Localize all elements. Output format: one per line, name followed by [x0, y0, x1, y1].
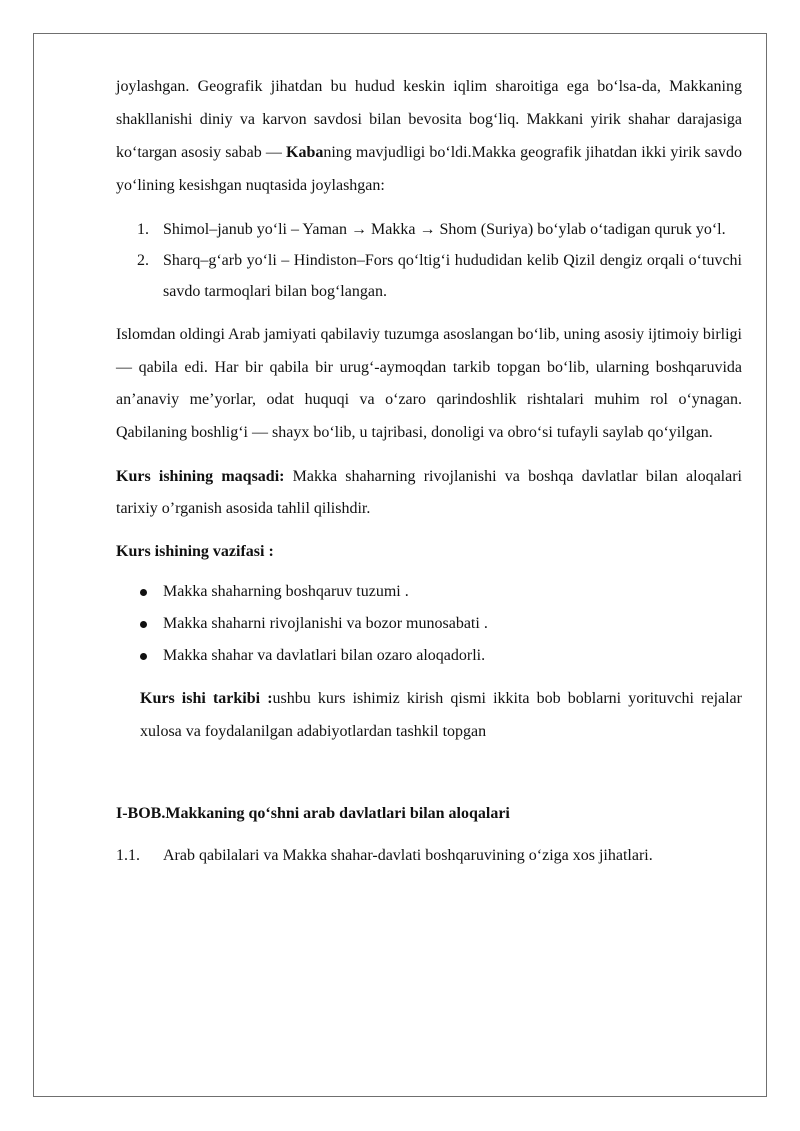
list-item-text: Sharq–g‘arb yo‘li – Hindiston–Fors qo‘ltig‘i hududidan kelib Qizil dengiz orqali o‘tuvchi savdo tarmoqlari bilan bog‘langan. [163, 252, 742, 300]
list-number: 2. [137, 252, 149, 269]
goal-text: Makka shaharning rivojlanishi va boshqa davlatlar bilan aloqalari tarixiy o’rganish asosida tahlil qilishdir. [116, 468, 742, 517]
trade-routes-list [116, 214, 742, 307]
list-item-text: Makka shaharni rivojlanishi va bozor munosabati . [163, 615, 488, 632]
document-body [116, 70, 742, 868]
chapter-heading: I-BOB.Makkaning qo‘shni arab davlatlari bilan aloqalari [116, 805, 510, 822]
subsection-heading [116, 844, 742, 868]
structure-text: ushbu kurs ishimiz kirish qismi ikkita bob boblarni yorituvchi rejalar xulosa va foydalanilgan adabiyotlardan tashkil topgan [140, 690, 742, 740]
society-paragraph: Islomdan oldingi Arab jamiyati qabilaviy tuzumga asoslangan bo‘lib, uning asosiy ijtimoiy birligi — qabila edi. Har bir qabila bir urug‘-aymoqdan tarkib topgan bo‘lib, ularning boshqaruvida an’anaviy me’yorlar, odat huquqi va o‘zaro qarindoshlik rishtalari muhim rol o‘ynagan. Qabilaning boshlig‘i — shayx bo‘lib, u tajribasi, donoligi va obro‘si tufayli saylab qo‘yilgan. [116, 326, 742, 441]
bullet-icon [140, 589, 147, 596]
list-item-text: Makka shaharning boshqaruv tuzumi . [163, 583, 409, 600]
intro-paragraph [116, 70, 742, 202]
subsection-title: Arab qabilalari va Makka shahar-davlati boshqaruvining o‘ziga xos jihatlari. [163, 847, 653, 864]
subsection-number: 1.1. [116, 847, 140, 864]
goal-label: Kurs ishining maqsadi: [116, 468, 285, 485]
intro-text-end: ning mavjudligi bo‘ldi.Makka geografik jihatdan ikki yirik savdo yo‘lining kesishgan nuqtasida joylashgan: [116, 144, 743, 194]
list-item-text: Makka shahar va davlatlari bilan ozaro aloqadorli. [163, 647, 486, 664]
tasks-list [116, 576, 742, 672]
structure-label: Kurs ishi tarkibi : [140, 690, 273, 707]
bullet-icon [140, 621, 147, 628]
bullet-icon [140, 653, 147, 660]
tasks-heading: Kurs ishining vazifasi : [116, 543, 274, 560]
list-item [116, 640, 742, 672]
list-item-text: Shimol–janub yo‘li – Yaman → Makka → Shom (Suriya) bo‘ylab o‘tadigan quruk yo‘l. [163, 221, 726, 238]
structure-paragraph [140, 682, 742, 748]
list-number: 1. [137, 221, 149, 238]
list-item [116, 245, 742, 307]
goal-paragraph [116, 461, 742, 525]
kaba-bold: Kaba [286, 144, 324, 161]
intro-text-start: joylashgan. Geografik jihatdan bu hudud keskin iqlim sharoitiga ega bo‘lsa-da, Makkaning shakllanishi diniy va karvon savdosi bilan bevosita bog‘liq. Makkani yirik shahar darajasiga ko‘targan asosiy sabab — [116, 78, 742, 161]
list-item [116, 214, 742, 245]
list-item [116, 608, 742, 640]
list-item [116, 576, 742, 608]
